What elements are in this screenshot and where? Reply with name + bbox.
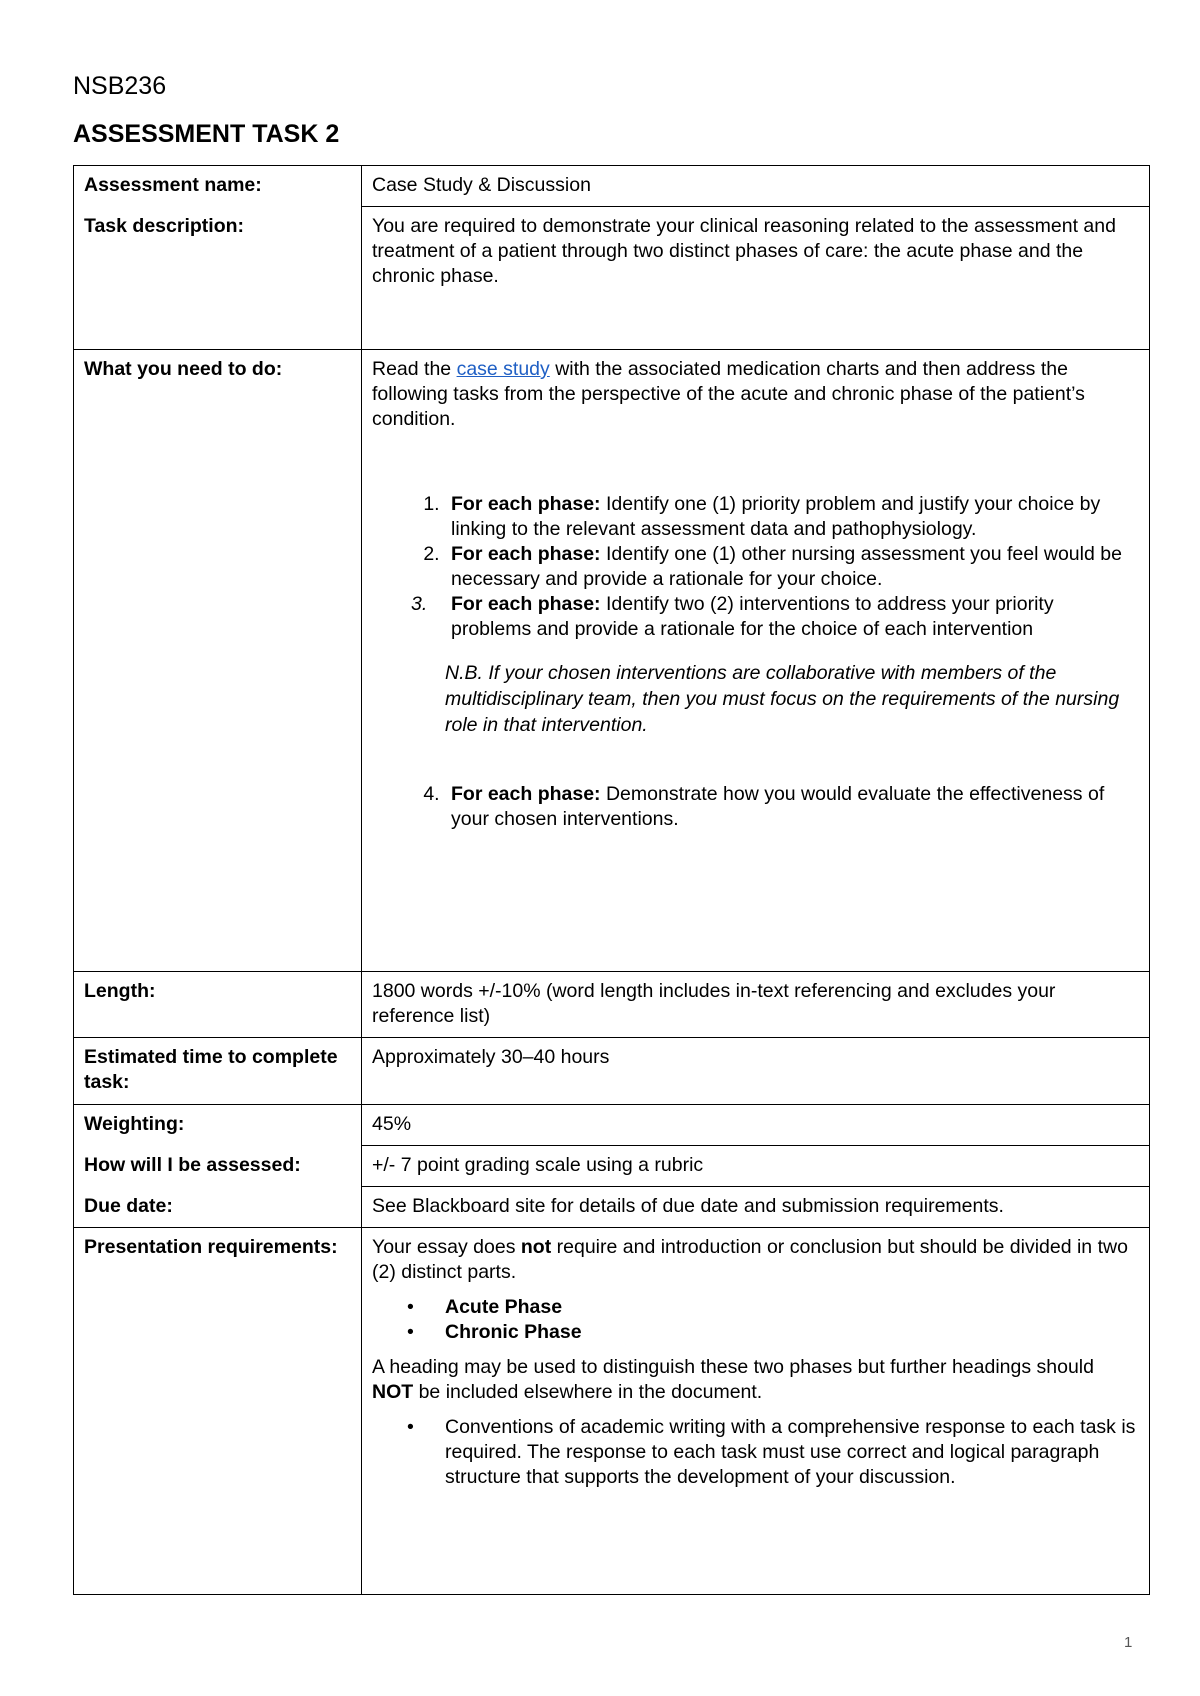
presentation-paragraph-2 [372, 1355, 1139, 1405]
page-title: ASSESSMENT TASK 2 [73, 120, 340, 148]
value-assessment-name: Case Study & Discussion [362, 166, 1150, 207]
value-length: 1800 words +/-10% (word length includes in-text referencing and excludes your reference list) [362, 972, 1150, 1038]
task-4-text: Demonstrate how you would evaluate the effectiveness of your chosen interventions. [451, 783, 1105, 830]
label-task-description: Task description: [74, 207, 362, 350]
task-4-lead: For each phase: [451, 783, 601, 805]
row-task-description [74, 207, 1150, 350]
task-1-lead: For each phase: [451, 493, 601, 515]
task-item-3 [411, 592, 1139, 642]
phase-item-acute: • Acute Phase [445, 1295, 1139, 1320]
label-due-date: Due date: [74, 1187, 362, 1228]
row-assessment-name [74, 166, 1150, 207]
task-3-text: Identify two (2) interventions to address your priority problems and provide a rationale for the choice of each intervention [451, 593, 1054, 640]
p2-text-2: be included elsewhere in the document. [413, 1381, 763, 1403]
row-what-to-do [74, 350, 1150, 972]
conventions-item: • Conventions of academic writing with a comprehensive response to each task is required. The response to each task must use correct and logical paragraph structure that supports the development of your discussion. [445, 1415, 1139, 1490]
task-list [372, 492, 1139, 642]
todo-intro-text: Read the [372, 358, 457, 380]
label-presentation: Presentation requirements: [74, 1228, 362, 1595]
label-assessment-name: Assessment name: [74, 166, 362, 207]
row-estimated-time [74, 1038, 1150, 1105]
todo-intro [372, 357, 1139, 432]
value-weighting: 45% [362, 1105, 1150, 1146]
row-presentation [74, 1228, 1150, 1595]
task-1-text: Identify one (1) priority problem and justify your choice by linking to the relevant assessment data and pathophysiology. [451, 493, 1101, 540]
label-what-to-do: What you need to do: [74, 350, 362, 972]
nb-note: N.B. If your chosen interventions are collaborative with members of the multidisciplinary team, then you must focus on the requirements of the nursing role in that intervention. [445, 662, 1120, 736]
presentation-paragraph-1 [372, 1235, 1139, 1285]
page-number: 1 [1124, 1634, 1133, 1651]
phase-item-chronic: • Chronic Phase [445, 1320, 1139, 1345]
value-what-to-do [362, 350, 1150, 972]
row-weighting [74, 1105, 1150, 1146]
value-presentation [362, 1228, 1150, 1595]
task-item-1 [445, 492, 1139, 542]
row-due-date [74, 1187, 1150, 1228]
label-length: Length: [74, 972, 362, 1038]
value-how-assessed: +/- 7 point grading scale using a rubric [362, 1146, 1150, 1187]
case-study-link[interactable]: case study [456, 358, 550, 380]
row-length [74, 972, 1150, 1038]
course-code: NSB236 [73, 72, 167, 100]
todo-intro-text-2: with the associated medication charts and then address the following tasks from the perspective of the acute and chronic phase of the patient’s condition. [372, 358, 1085, 430]
assessment-table [73, 165, 1150, 1595]
task-2-text: Identify one (1) other nursing assessment you feel would be necessary and provide a rationale for your choice. [451, 543, 1122, 590]
value-estimated-time: Approximately 30–40 hours [362, 1038, 1150, 1105]
p1-text: Your essay does [372, 1236, 521, 1258]
p1-emphasis: not [520, 1236, 552, 1258]
phase-list [372, 1295, 1139, 1345]
task-2-lead: For each phase: [451, 543, 601, 565]
value-task-description: You are required to demonstrate your clinical reasoning related to the assessment and treatment of a patient through two distinct phases of care: the acute phase and the chronic phase. [362, 207, 1150, 350]
task-3-number: 3. [411, 593, 428, 615]
task-3-lead: For each phase: [451, 593, 601, 615]
p2-emphasis: NOT [372, 1381, 414, 1403]
conventions-list [372, 1415, 1139, 1490]
task-list-continued [372, 782, 1139, 832]
value-due-date: See Blackboard site for details of due date and submission requirements. [362, 1187, 1150, 1228]
task-item-4 [445, 782, 1139, 832]
label-how-assessed: How will I be assessed: [74, 1146, 362, 1187]
p2-text: A heading may be used to distinguish these two phases but further headings should [372, 1356, 1094, 1378]
task-item-2 [445, 542, 1139, 592]
row-how-assessed [74, 1146, 1150, 1187]
p1-text-2: require and introduction or conclusion but should be divided in two (2) distinct parts. [372, 1236, 1128, 1283]
label-weighting: Weighting: [74, 1105, 362, 1146]
label-estimated-time: Estimated time to complete task: [74, 1038, 362, 1105]
